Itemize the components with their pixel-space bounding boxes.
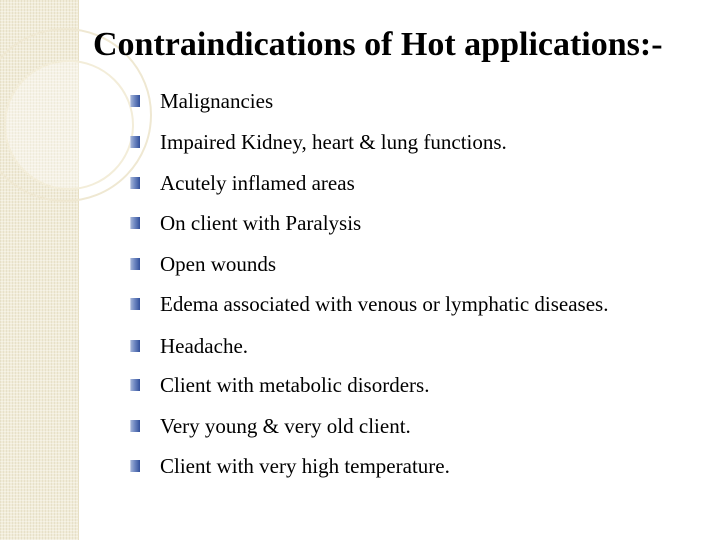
square-bullet-icon (130, 177, 140, 189)
square-bullet-icon (130, 460, 140, 472)
decorative-side-panel (0, 0, 79, 540)
bullet-text: Edema associated with venous or lymphatic diseases. (160, 291, 609, 316)
square-bullet-icon (130, 136, 140, 148)
bullet-item-impaired-functions (130, 127, 507, 157)
square-bullet-icon (130, 95, 140, 107)
slide-title: Contraindications of Hot applications:- (93, 26, 663, 63)
bullet-item-high-temperature (130, 451, 450, 481)
bullet-text: Very young & very old client. (160, 413, 411, 438)
bullet-text: Acutely inflamed areas (160, 170, 355, 195)
square-bullet-icon (130, 379, 140, 391)
square-bullet-icon (130, 217, 140, 229)
bullet-text: Client with metabolic disorders. (160, 372, 430, 397)
bullet-item-headache (130, 331, 248, 361)
bullet-text: On client with Paralysis (160, 210, 362, 235)
bullet-text: Open wounds (160, 251, 277, 276)
bullet-item-edema (130, 289, 608, 319)
bullet-item-open-wounds (130, 249, 276, 279)
bullet-item-young-old-client (130, 411, 411, 441)
bullet-item-inflamed-areas (130, 168, 355, 198)
square-bullet-icon (130, 340, 140, 352)
bullet-text: Client with very high temperature. (160, 453, 450, 478)
square-bullet-icon (130, 258, 140, 270)
bullet-item-paralysis (130, 208, 361, 238)
bullet-text: Malignancies (160, 88, 274, 113)
square-bullet-icon (130, 420, 140, 432)
bullet-item-malignancies (130, 86, 273, 116)
bullet-text: Headache. (160, 333, 249, 358)
bullet-item-metabolic-disorders (130, 370, 429, 400)
square-bullet-icon (130, 298, 140, 310)
bullet-text: Impaired Kidney, heart & lung functions. (160, 129, 507, 154)
